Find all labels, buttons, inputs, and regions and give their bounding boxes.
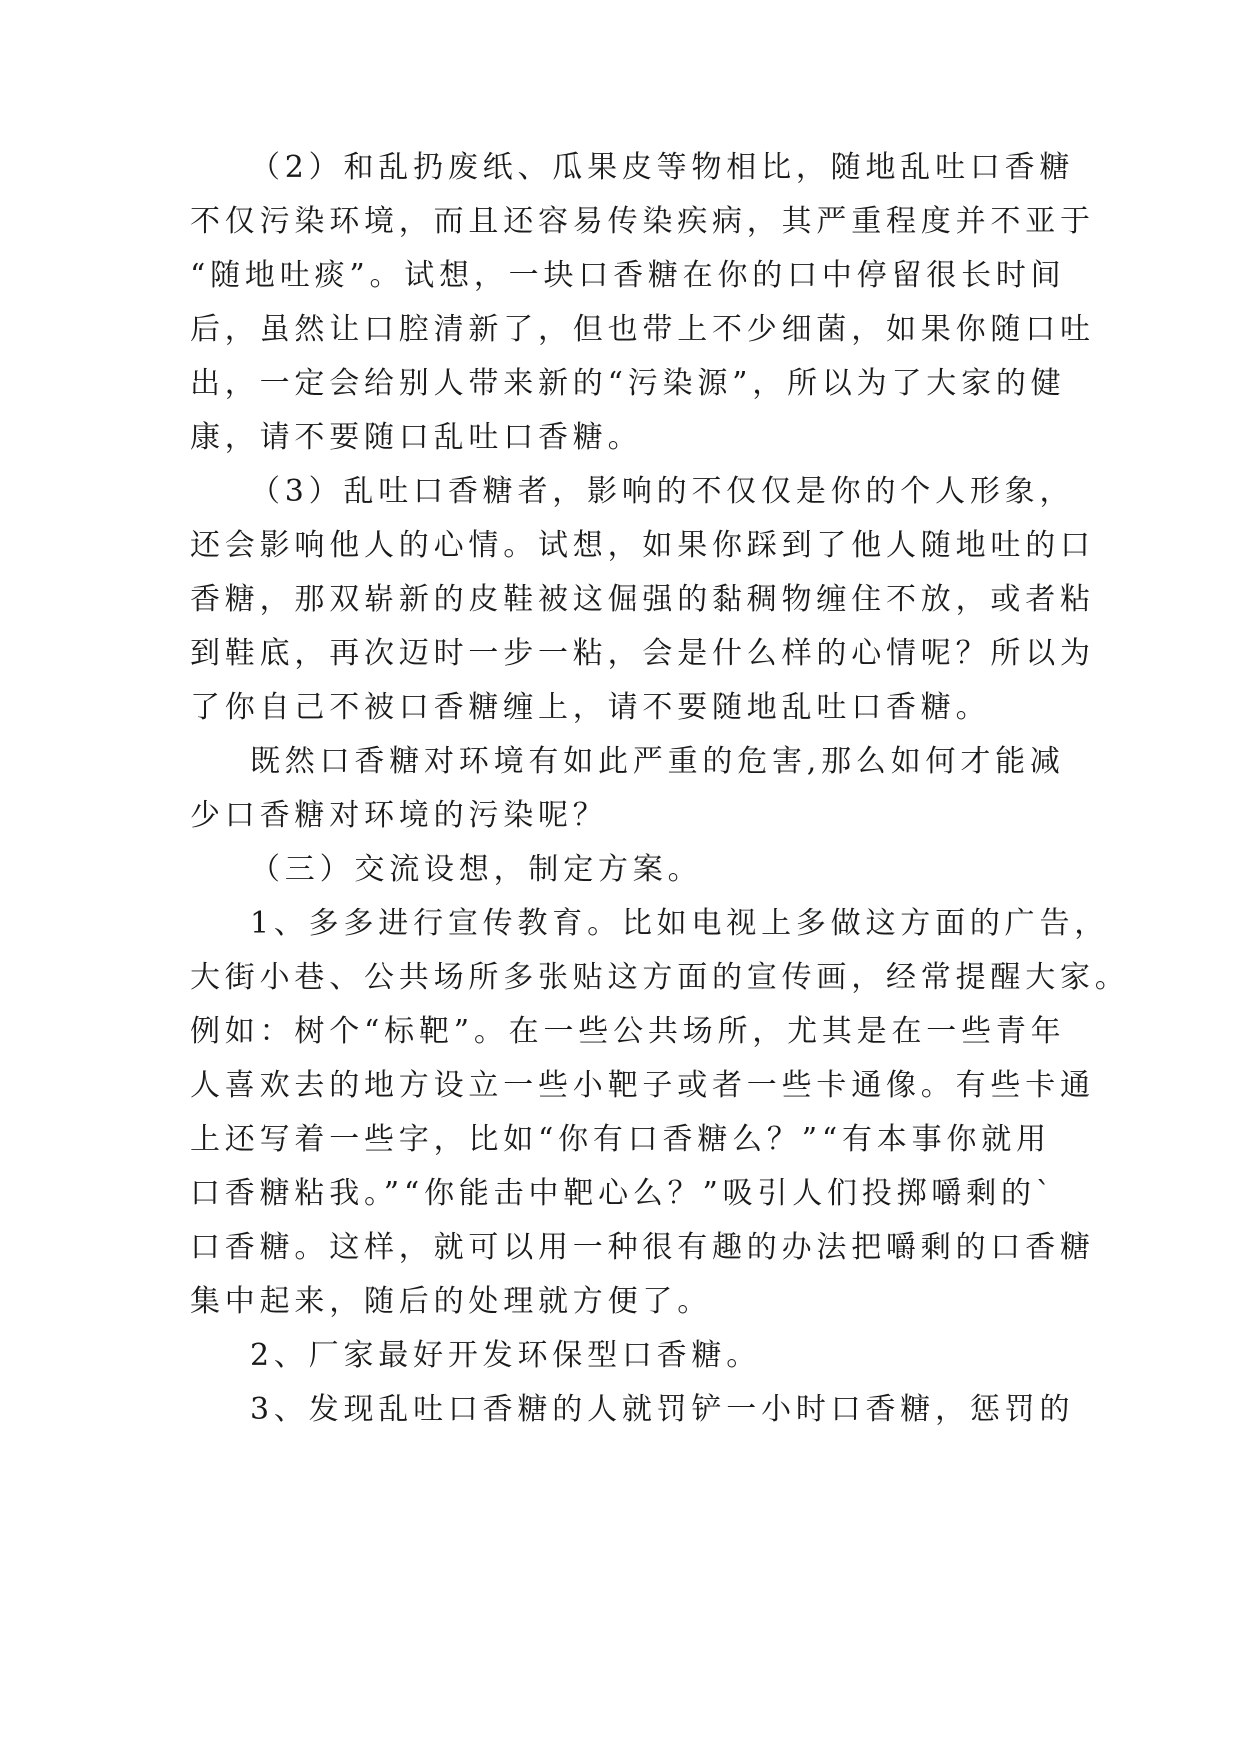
paragraph-line: 少口香糖对环境的污染呢？ [190, 798, 608, 833]
paragraph-line: 大街小巷、公共场所多张贴这方面的宣传画，经常提醒大家。 [190, 960, 1130, 995]
paragraph-line: 口香糖粘我。”“你能击中靶心么？”吸引人们投掷嚼剩的` [190, 1176, 1056, 1211]
paragraph-line: 口香糖。这样，就可以用一种很有趣的办法把嚼剩的口香糖 [190, 1230, 1095, 1265]
paragraph-line: 出，一定会给别人带来新的“污染源”，所以为了大家的健 [190, 366, 1066, 401]
paragraph-line: （2）和乱扔废纸、瓜果皮等物相比，随地乱吐口香糖 [250, 150, 1075, 185]
paragraph-line: 到鞋底，再次迈时一步一粘，会是什么样的心情呢？所以为 [190, 636, 1095, 671]
paragraph-line: 不仅污染环境，而且还容易传染疾病，其严重程度并不亚于 [190, 204, 1095, 239]
paragraph-line: 3、发现乱吐口香糖的人就罚铲一小时口香糖，惩罚的 [250, 1392, 1075, 1427]
paragraph-line: 还会影响他人的心情。试想，如果你踩到了他人随地吐的口 [190, 528, 1095, 563]
section-heading: （三）交流设想，制定方案。 [250, 852, 703, 887]
paragraph-line: 2、厂家最好开发环保型口香糖。 [250, 1338, 762, 1373]
paragraph-line: 集中起来，随后的处理就方便了。 [190, 1284, 712, 1319]
paragraph-line: （3）乱吐口香糖者，影响的不仅仅是你的个人形象， [250, 474, 1075, 509]
paragraph-line: 香糖，那双崭新的皮鞋被这倔强的黏稠物缠住不放，或者粘 [190, 582, 1095, 617]
paragraph-line: 人喜欢去的地方设立一些小靶子或者一些卡通像。有些卡通 [190, 1068, 1095, 1103]
paragraph-line: 上还写着一些字，比如“你有口香糖么？”“有本事你就用 [190, 1122, 1051, 1157]
paragraph-line: 例如：树个“标靶”。在一些公共场所，尤其是在一些青年 [190, 1014, 1066, 1049]
paragraph-line: 了你自己不被口香糖缠上，请不要随地乱吐口香糖。 [190, 690, 991, 725]
paragraph-line: 既然口香糖对环境有如此严重的危害,那么如何才能减 [250, 744, 1065, 779]
paragraph-line: “随地吐痰”。试想，一块口香糖在你的口中停留很长时间 [190, 258, 1066, 293]
paragraph-line: 后，虽然让口腔清新了，但也带上不少细菌，如果你随口吐 [190, 312, 1095, 347]
paragraph-line: 1、多多进行宣传教育。比如电视上多做这方面的广告， [250, 906, 1110, 941]
paragraph-line: 康，请不要随口乱吐口香糖。 [190, 420, 643, 455]
